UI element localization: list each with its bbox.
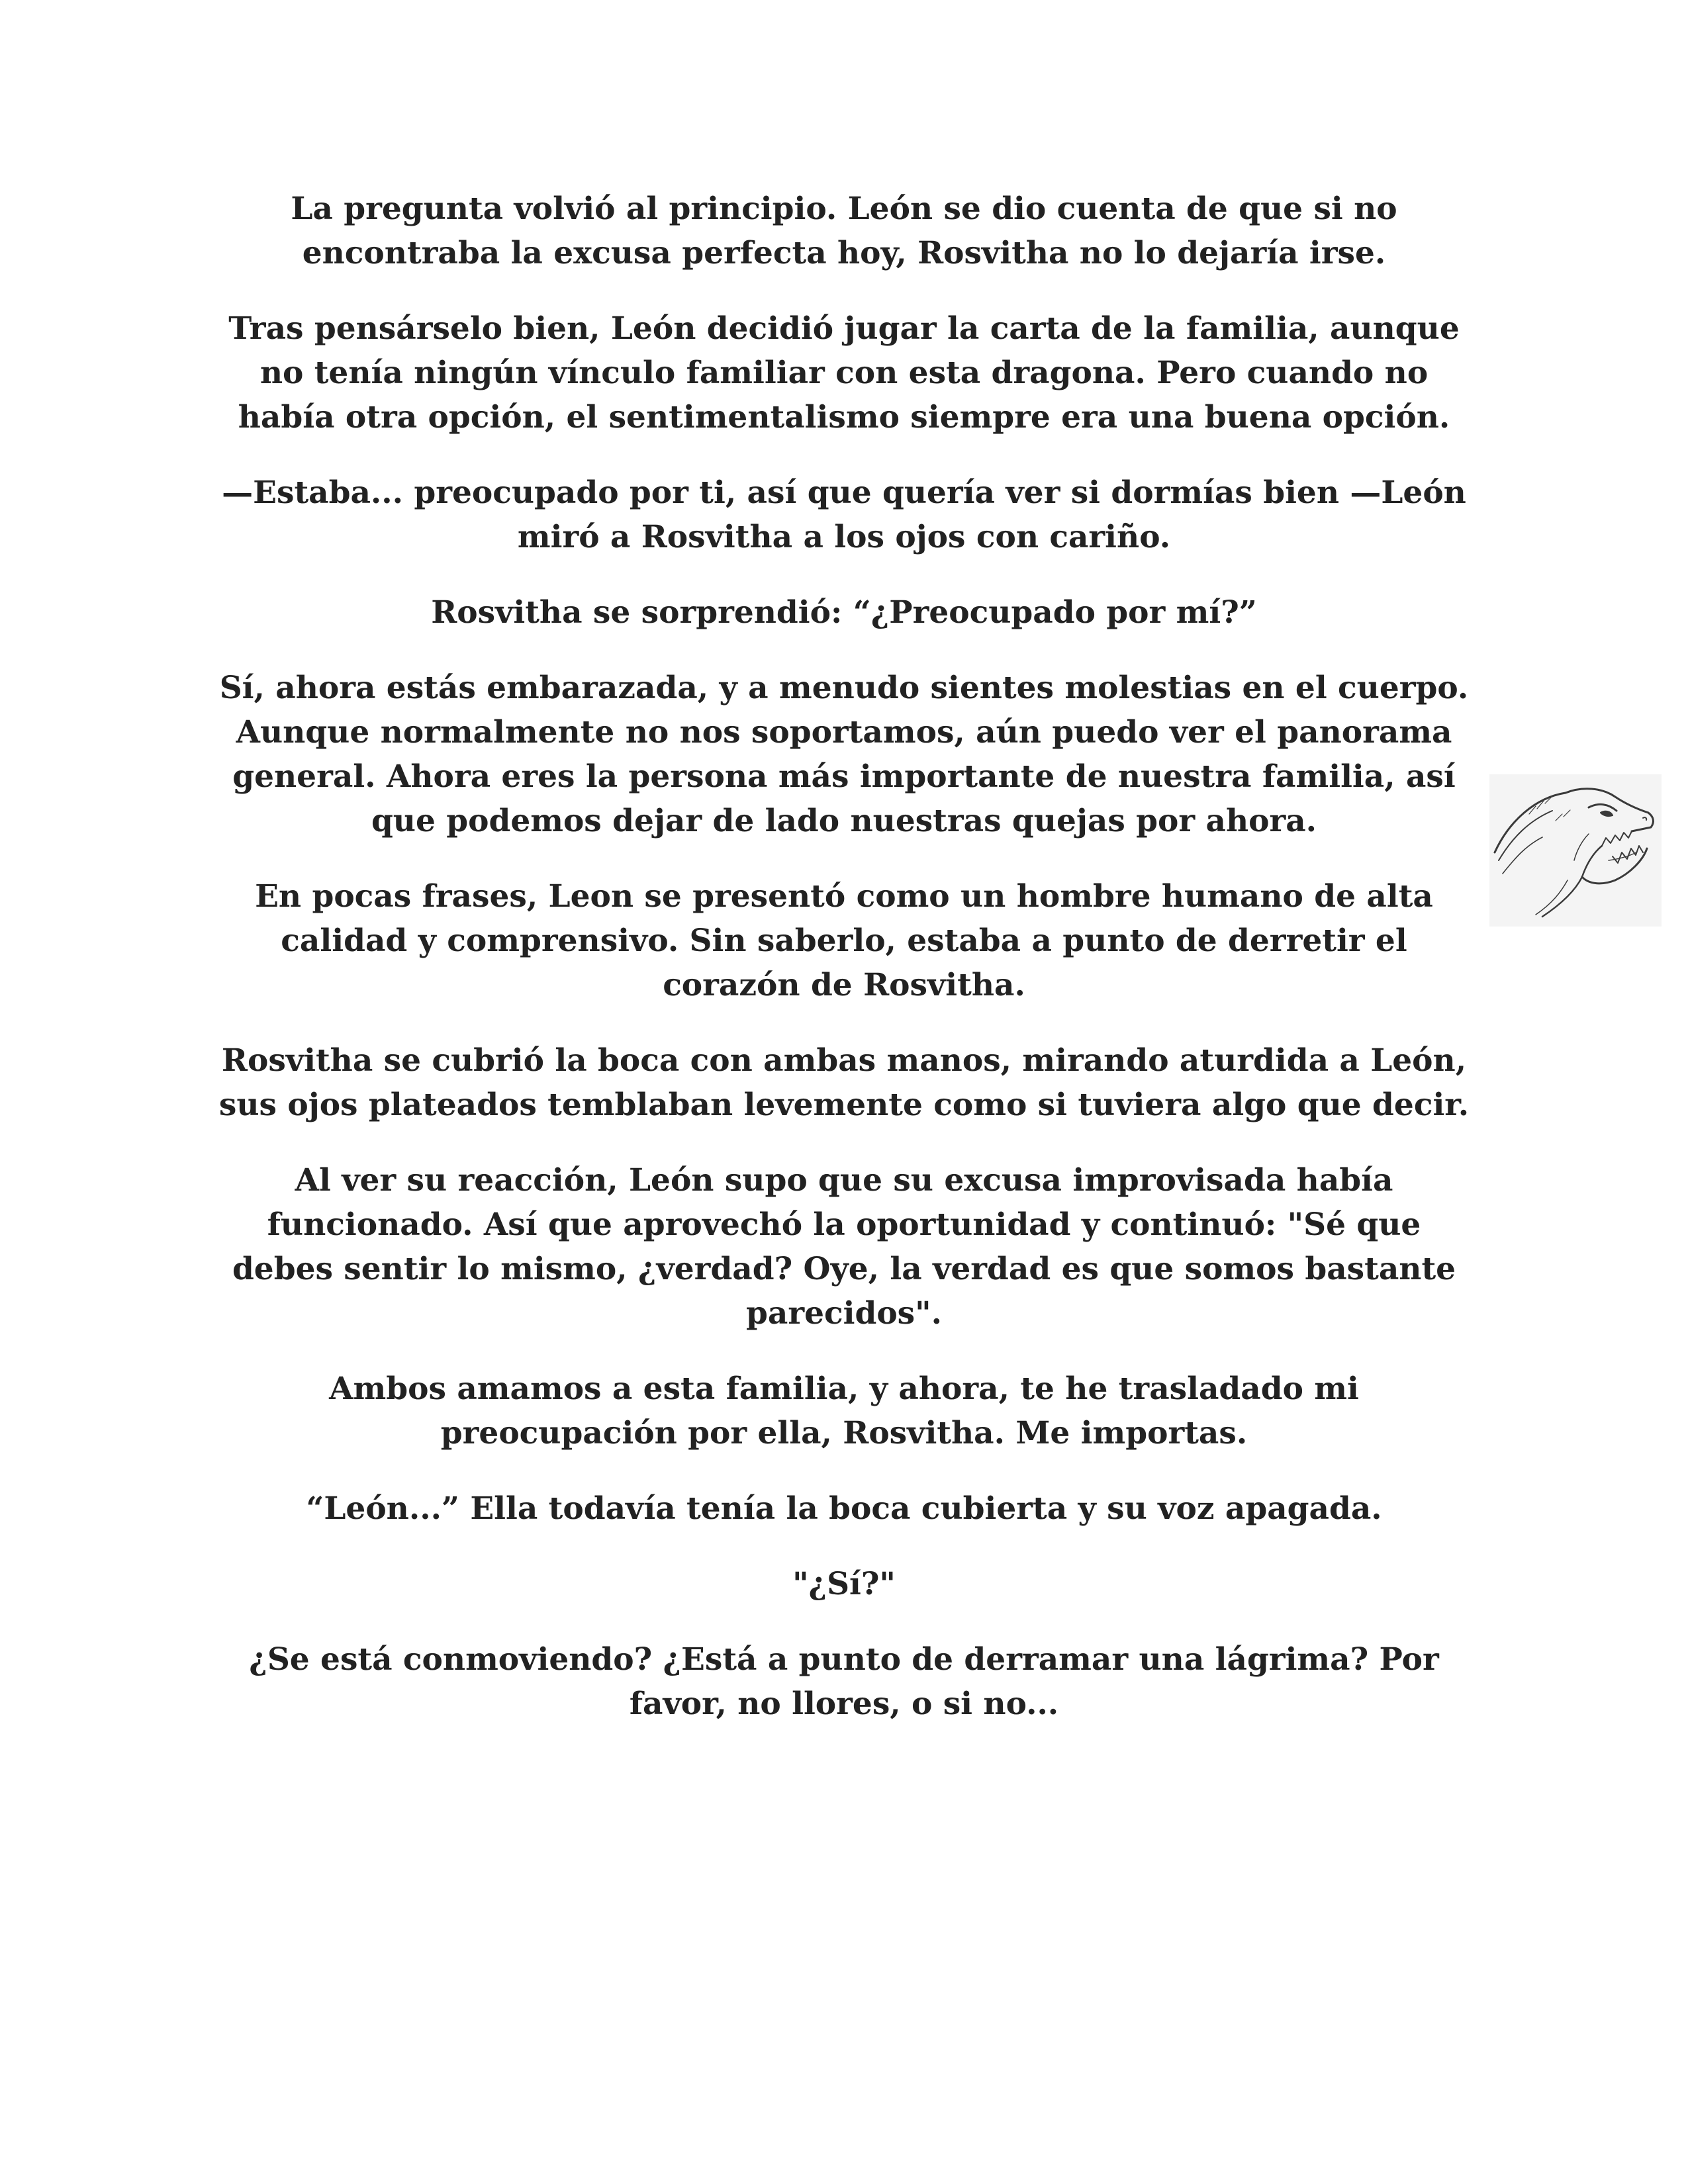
paragraph-5: Sí, ahora estás embarazada, y a menudo sientes molestias en el cuerpo. Aunque normalmente no nos soportamos, aún puedo ver el panorama general. Ahora eres la persona más importante de nuestra familia, así que podemos dejar de lado nuestras quejas por ahora. [219, 670, 1469, 839]
paragraph-3: —Estaba... preocupado por ti, así que quería ver si dormías bien —León miró a Rosvitha a los ojos con cariño. [222, 475, 1466, 555]
paragraph-6: En pocas frases, Leon se presentó como un hombre humano de alta calidad y comprensivo. Sin saberlo, estaba a punto de derretir el corazón de Rosvitha. [255, 878, 1433, 1003]
paragraph-1: La pregunta volvió al principio. León se dio cuenta de que si no encontraba la excusa perfecta hoy, Rosvitha no lo dejaría irse. [291, 191, 1397, 271]
paragraph-12: ¿Se está conmoviendo? ¿Está a punto de derramar una lágrima? Por favor, no llores, o si no... [249, 1641, 1439, 1722]
paragraph-10: “León...” Ella todavía tenía la boca cubierta y su voz apagada. [306, 1490, 1382, 1527]
paragraph-9: Ambos amamos a esta familia, y ahora, te he trasladado mi preocupación por ella, Rosvitha. Me importas. [329, 1371, 1359, 1451]
paragraph-7: Rosvitha se cubrió la boca con ambas manos, mirando aturdida a León, sus ojos plateados temblaban levemente como si tuviera algo que decir. [218, 1042, 1470, 1123]
dragon-head-sketch-icon [1489, 774, 1662, 927]
paragraph-2: Tras pensárselo bien, León decidió jugar la carta de la familia, aunque no tenía ningún vínculo familiar con esta dragona. Pero cuando no había otra opción, el sentimentalismo siempre era una buena opción. [228, 310, 1460, 435]
body-text [218, 187, 1470, 1757]
paragraph-4: Rosvitha se sorprendió: “¿Preocupado por mí?” [431, 594, 1257, 631]
paragraph-11: "¿Sí?" [792, 1566, 896, 1602]
paragraph-8: Al ver su reacción, León supo que su excusa improvisada había funcionado. Así que aprovechó la oportunidad y continuó: "Sé que debes sentir lo mismo, ¿verdad? Oye, la verdad es que somos bastante parecidos". [232, 1162, 1456, 1332]
